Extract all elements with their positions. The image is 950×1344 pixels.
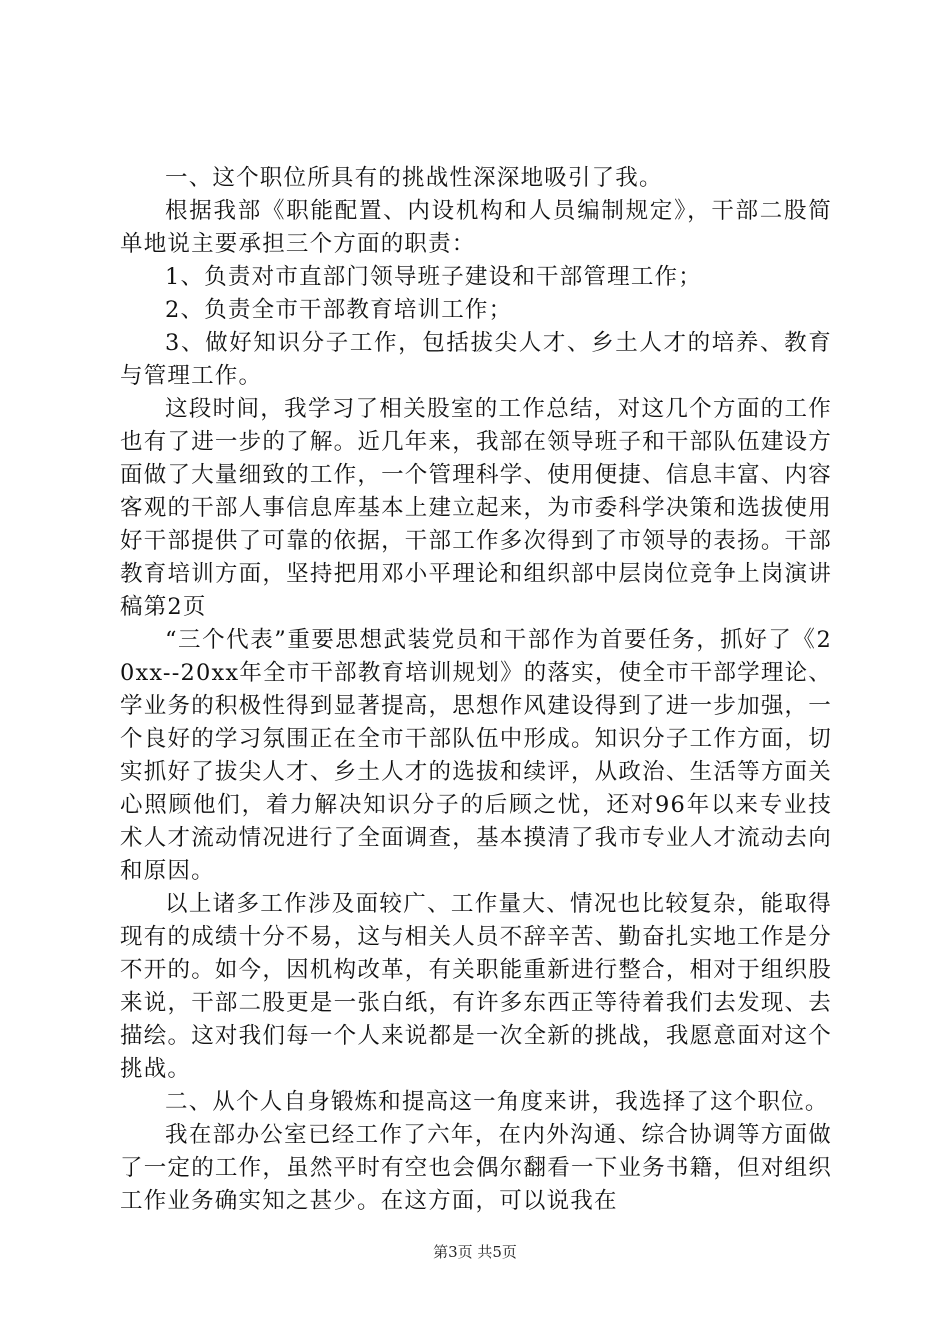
paragraph-experience: 我在部办公室已经工作了六年，在内外沟通、综合协调等方面做了一定的工作，虽然平时有空也会偶尔翻看一下业务书籍，但对组织工作业务确实知之甚少。在这方面，可以说我在: [120, 1122, 832, 1214]
list-item-1: 1、负责对市直部门领导班子建设和干部管理工作；: [165, 264, 702, 290]
list-item-2: 2、负责全市干部教育培训工作；: [165, 297, 513, 323]
heading-paragraph-1: 一、这个职位所具有的挑战性深深地吸引了我。: [165, 165, 663, 191]
paragraph-regulation: 根据我部《职能配置、内设机构和人员编制规定》，干部二股简单地说主要承担三个方面的职责：: [120, 198, 832, 257]
paragraph-challenge: 以上诸多工作涉及面较广、工作量大、情况也比较复杂，能取得现有的成绩十分不易，这与相关人员不辞辛苦、勤奋扎实地工作是分不开的。如今，因机构改革，有关职能重新进行整合，相对于组织股来说，干部二股更是一张白纸，有许多东西正等待着我们去发现、去描绘。这对我们每一个人来说都是一次全新的挑战，我愿意面对这个挑战。: [120, 891, 832, 1082]
paragraph-review: 这段时间，我学习了相关股室的工作总结，对这几个方面的工作也有了进一步的了解。近几年来，我部在领导班子和干部队伍建设方面做了大量细致的工作，一个管理科学、使用便捷、信息丰富、内容客观的干部人事信息库基本上建立起来，为市委科学决策和选拔使用好干部提供了可靠的依据，干部工作多次得到了市领导的表扬。干部教育培训方面，坚持把用邓小平理论和组织部中层岗位竞争上岗演讲稿第2页: [120, 396, 832, 620]
heading-paragraph-2: 二、从个人自身锻炼和提高这一角度来讲，我选择了这个职位。: [165, 1089, 829, 1115]
document-body: [120, 162, 832, 1218]
page-footer: 第3页 共5页: [433, 1243, 517, 1261]
paragraph-three-represents: “三个代表”重要思想武装党员和干部作为首要任务，抓好了《20xx--20xx年全市干部教育培训规划》的落实，使全市干部学理论、学业务的积极性得到显著提高，思想作风建设得到了进一步加强，一个良好的学习氛围正在全市干部队伍中形成。知识分子工作方面，切实抓好了拔尖人才、乡土人才的选拔和续评，从政治、生活等方面关心照顾他们，着力解决知识分子的后顾之忧，还对96年以来专业技术人才流动情况进行了全面调查，基本摸清了我市专业人才流动去向和原因。: [120, 627, 832, 884]
list-item-3: 3、做好知识分子工作，包括拔尖人才、乡土人才的培养、教育与管理工作。: [120, 330, 832, 389]
